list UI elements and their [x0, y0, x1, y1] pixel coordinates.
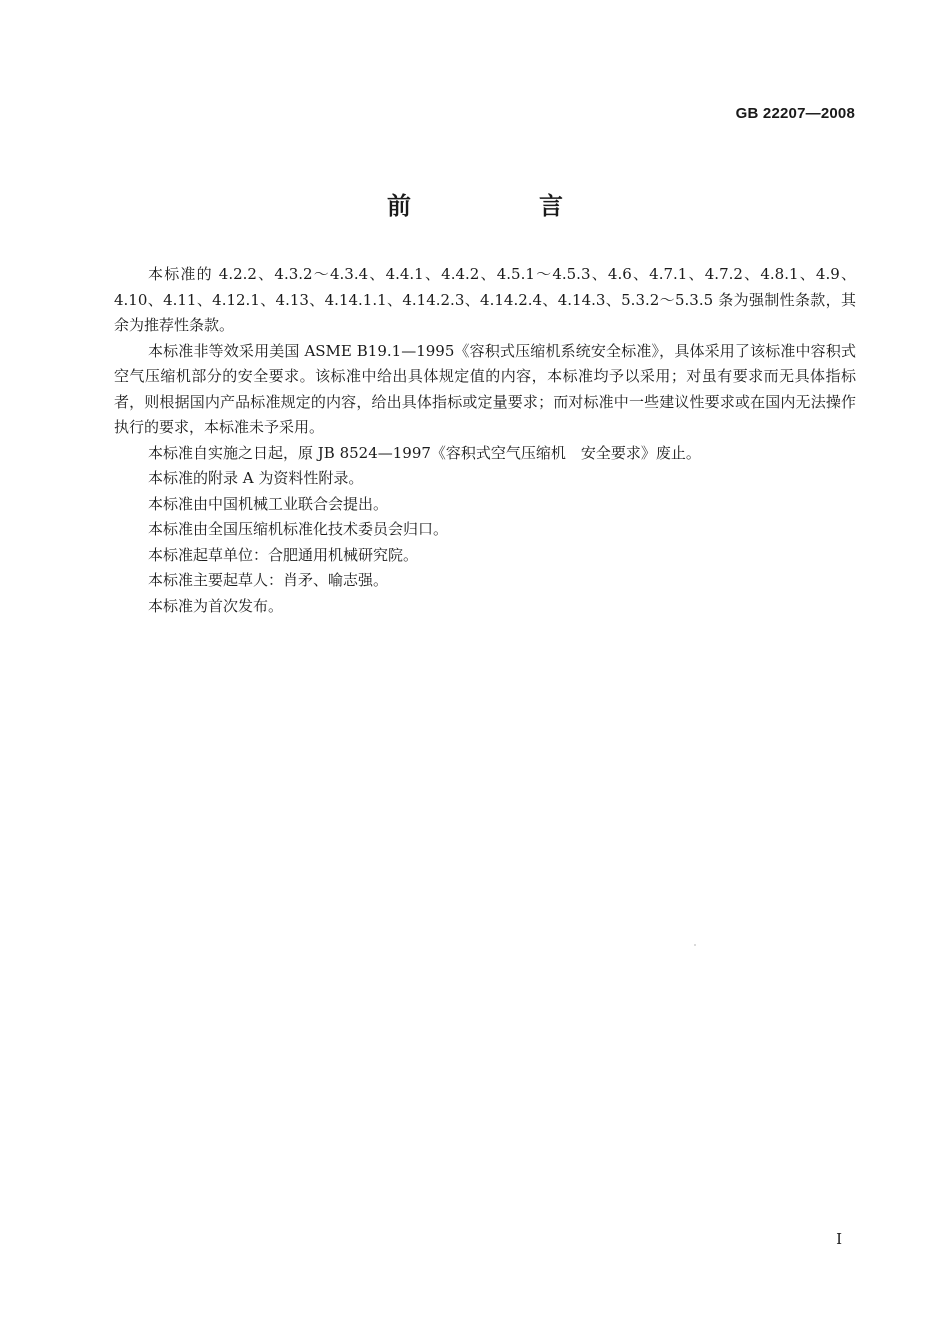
scan-speck	[694, 944, 696, 946]
paragraph-proposer: 本标准由中国机械工业联合会提出。	[148, 494, 389, 513]
paragraph-supersedes: 本标准自实施之日起，原 JB 8524—1997《容积式空气压缩机 安全要求》废止。	[148, 443, 701, 462]
foreword-body	[114, 262, 856, 619]
paragraph-mandatory-clauses: 本标准的 4.2.2、4.3.2～4.3.4、4.4.1、4.4.2、4.5.1～4.5.3、4.6、4.7.1、4.7.2、4.8.1、4.9、4.10、4.11、4.12.1、4.13、4.14.1.1、4.14.2.3、4.14.2.4、4.14.3、5.3.2～5.3.5 条为强制性条款，其余为推荐性条款。	[114, 265, 856, 334]
paragraph-committee: 本标准由全国压缩机标准化技术委员会归口。	[148, 520, 449, 538]
paragraph-first-release: 本标准为首次发布。	[148, 596, 284, 615]
paragraph-drafting-unit: 本标准起草单位：合肥通用机械研究院。	[148, 545, 419, 564]
paragraph-drafters: 本标准主要起草人：肖矛、喻志强。	[148, 571, 389, 589]
standard-code: GB 22207—2008	[735, 105, 855, 122]
paragraph-adoption: 本标准非等效采用美国 ASME B19.1—1995《容积式压缩机系统安全标准》，具体采用了该标准中容积式空气压缩机部分的安全要求。该标准中给出具体规定值的内容，本标准均予以采用；对虽有要求而无具体指标者，则根据国内产品标准规定的内容，给出具体指标或定量要求；而对标准中一些建议性要求或在国内无法操作执行的要求，本标准未予采用。	[114, 341, 856, 436]
page-title: 前 言	[387, 192, 615, 220]
paragraph-appendix: 本标准的附录 A 为资料性附录。	[148, 469, 364, 487]
page-number: I	[836, 1230, 842, 1248]
